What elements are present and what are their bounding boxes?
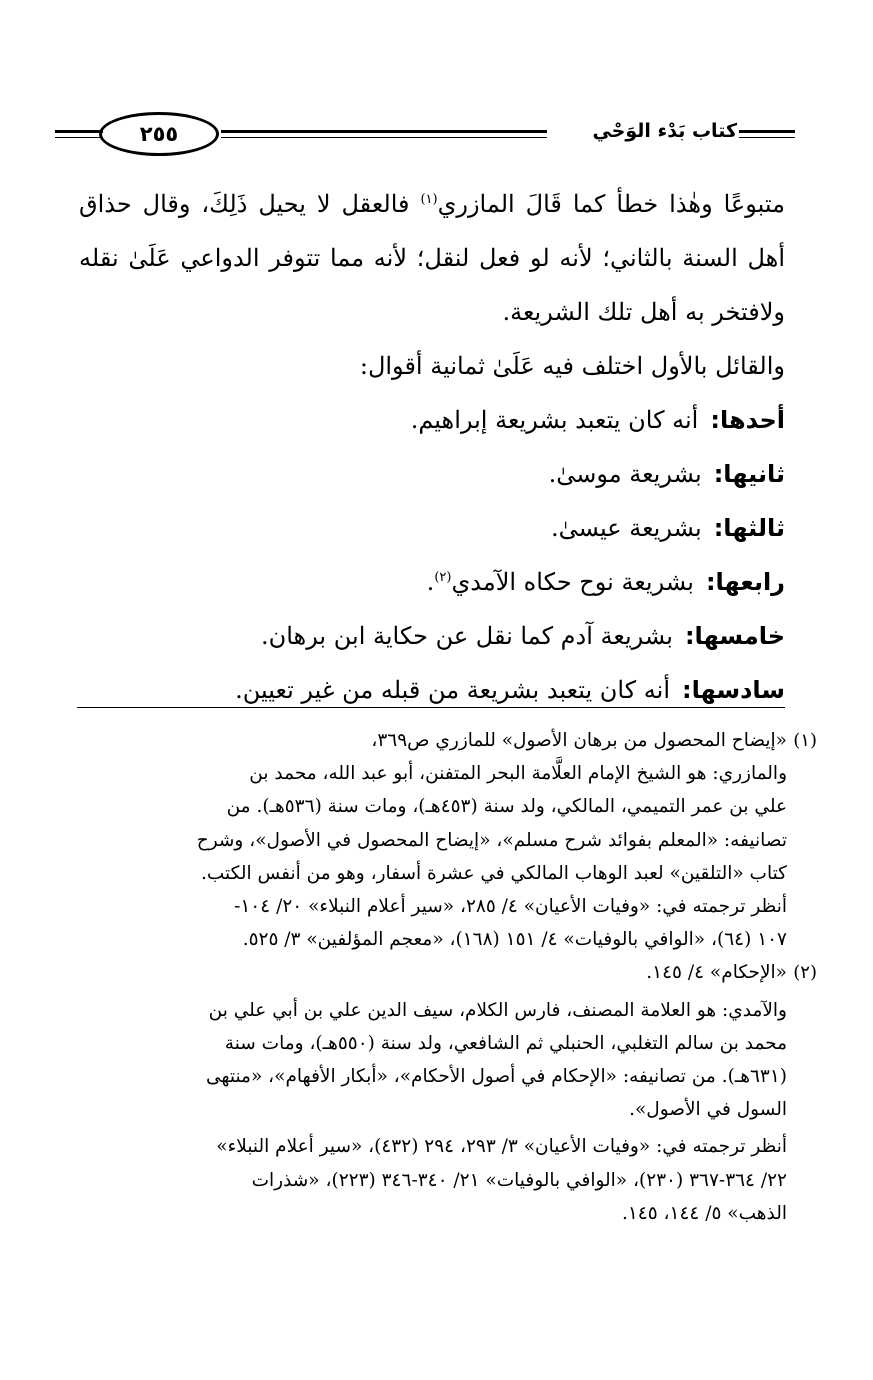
footnote-line: «إيضاح المحصول من برهان الأصول» للمازري ص٣٦٩،	[371, 730, 787, 751]
opinion-item	[79, 447, 785, 501]
main-text	[79, 177, 785, 717]
opinion-label: ثانيها:	[713, 460, 785, 488]
opinion-item	[79, 609, 785, 663]
opinion-label: سادسها:	[682, 676, 785, 704]
footnote-line: أنظر ترجمته في: «وفيات الأعيان» ٣/ ٢٩٣، ٢٩٤ (٤٣٢)، «سير أعلام النبلاء»	[216, 1136, 787, 1158]
opinion-text-wrap	[427, 555, 694, 609]
opinion-text: بشريعة نوح حكاه الآمدي	[451, 568, 694, 596]
footnote-line: علي بن عمر التميمي، المالكي، ولد سنة (٤٥٣هـ)، ومات سنة (٥٣٦هـ). من	[226, 796, 787, 818]
opinion-item	[79, 393, 785, 447]
opinion-item	[79, 663, 785, 717]
paragraph-1	[79, 177, 785, 339]
footnote-line: والمازري: هو الشيخ الإمام العلَّامة البحر المتفنن، أبو عبد الله، محمد بن	[249, 763, 787, 785]
footnote-ref-1: (١)	[420, 192, 438, 207]
opinion-text: بشريعة موسىٰ.	[548, 460, 702, 488]
footnote-line: الذهب» ٥/ ١٤٤، ١٤٥.	[621, 1202, 787, 1224]
opinion-label: ثالثها:	[713, 514, 785, 542]
footnote-line: «الإحكام» ٤/ ١٤٥.	[646, 962, 787, 984]
footnote-line: محمد بن سالم التغلبي، الحنبلي ثم الشافعي، ولد سنة (٥٥٠هـ)، ومات سنة	[224, 1032, 787, 1054]
header-rule-middle-top	[221, 130, 547, 133]
footnote-1-number: (١)	[793, 730, 817, 751]
opinion-label: خامسها:	[684, 622, 785, 650]
footnote-line: تصانيفه: «المعلم بفوائد شرح مسلم»، «إيضاح المحصول في الأصول»، وشرح	[196, 829, 787, 851]
footnote-line: (٦٣١هـ). من تصانيفه: «الإحكام في أصول الأحكام»، «أبكار الأفهام»، «منتهى	[205, 1066, 787, 1088]
footnotes	[87, 724, 817, 1230]
book-title: كتاب بَدْء الوَحْي	[592, 120, 737, 142]
footnote-line: أنظر ترجمته في: «وفيات الأعيان» ٤/ ٢٨٥، «سير أعلام النبلاء» ٢٠/ ١٠٤-	[234, 896, 787, 918]
header-rule-right-top	[739, 130, 795, 133]
footnote-2-number: (٢)	[793, 962, 817, 984]
header-rule-left-top	[55, 130, 103, 133]
paragraph-1-text: متبوعًا وهٰذا خطأ كما قَالَ المازري	[437, 190, 785, 218]
header-rule-middle-bottom	[221, 137, 547, 138]
opinion-text: أنه كان يتعبد بشريعة من قبله من غير تعيين.	[235, 676, 671, 704]
opinions-intro: والقائل بالأول اختلف فيه عَلَىٰ ثمانية أقوال:	[359, 352, 785, 380]
footnote-line: ٢٢/ ٣٦٤-٣٦٧ (٢٣٠)، «الوافي بالوفيات» ٢١/ ٣٤٠-٣٤٦ (٢٢٣)، «شذرات	[251, 1169, 787, 1191]
footnote-separator	[77, 707, 785, 708]
opinion-label: أحدها:	[710, 406, 785, 434]
header-rule-right-bottom	[739, 137, 795, 138]
footnote-line: والآمدي: هو العلامة المصنف، فارس الكلام، سيف الدين علي بن أبي علي بن	[208, 999, 787, 1021]
page-number: ٢٥٥	[99, 112, 219, 156]
footnote-line: ١٠٧ (٦٤)، «الوافي بالوفيات» ٤/ ١٥١ (١٦٨)، «معجم المؤلفين» ٣/ ٥٢٥.	[242, 929, 787, 951]
opinion-item	[79, 555, 785, 609]
paragraph-1-rest: فالعقل لا يحيل ذَلِكَ، وقال حذاق أهل السنة بالثاني؛ لأنه لو فعل لنقل؛ لأنه مما تتوفر الدواعي عَلَىٰ نقله ولافتخر به أهل تلك الشريعة.	[79, 190, 785, 326]
footnote-2	[87, 956, 817, 1230]
opinion-label: رابعها:	[705, 568, 785, 596]
header-rule-left-bottom	[55, 137, 103, 138]
footnote-1	[87, 724, 817, 956]
opinion-text: أنه كان يتعبد بشريعة إبراهيم.	[410, 406, 699, 434]
running-header	[55, 112, 795, 160]
footnote-ref-2: (٢)	[434, 570, 452, 585]
opinion-text: بشريعة عيسىٰ.	[551, 514, 702, 542]
opinion-text: بشريعة آدم كما نقل عن حكاية ابن برهان.	[260, 622, 673, 650]
footnote-line: كتاب «التلقين» لعبد الوهاب المالكي في عشرة أسفار، وهو من أنفس الكتب.	[201, 862, 787, 884]
opinion-end: .	[426, 568, 435, 596]
opinion-item	[79, 501, 785, 555]
footnote-line: السول في الأصول».	[629, 1099, 787, 1121]
